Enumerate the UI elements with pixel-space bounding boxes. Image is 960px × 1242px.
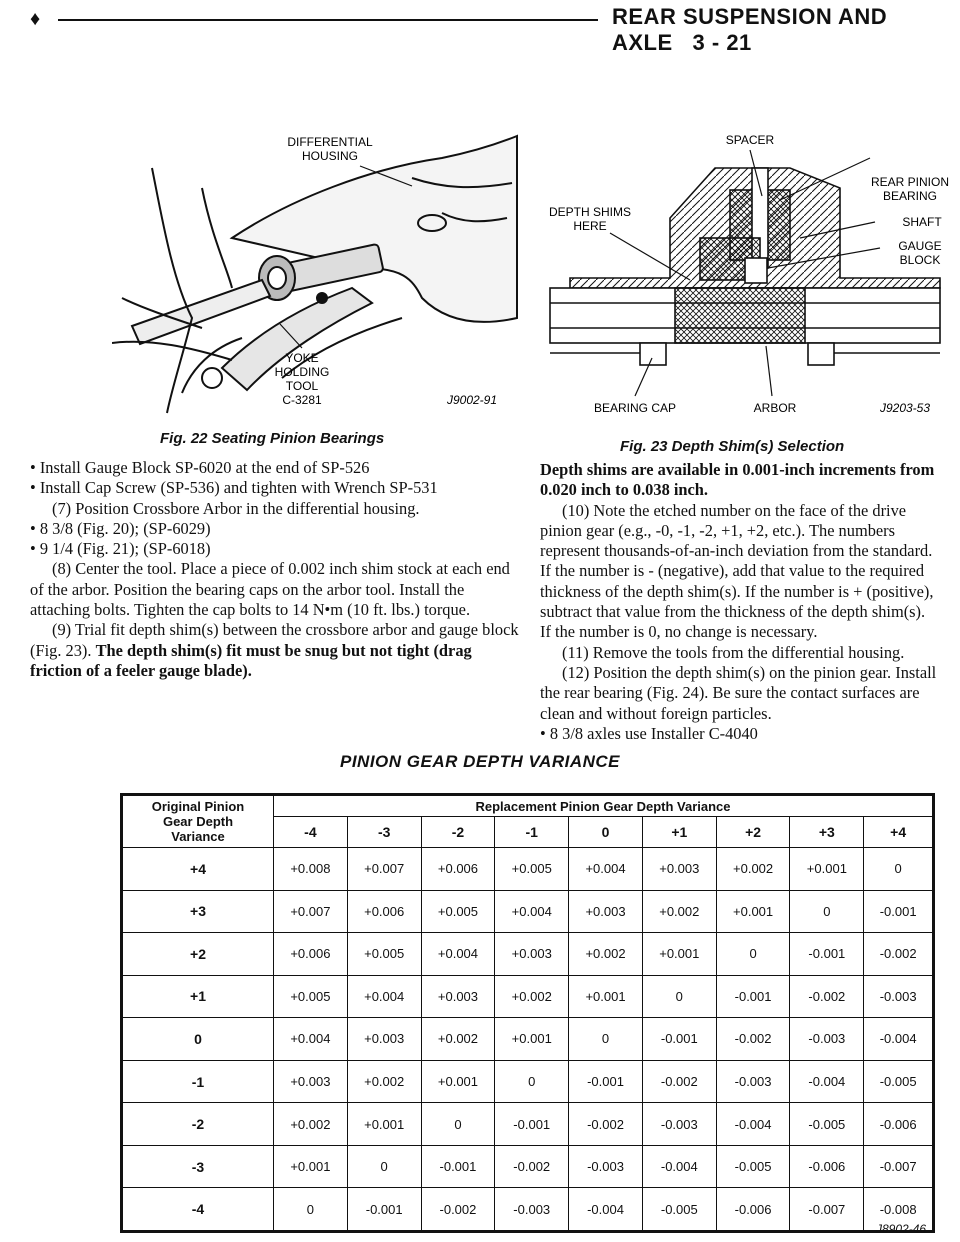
table-title: PINION GEAR DEPTH VARIANCE xyxy=(340,752,620,771)
figure-23-label-rear-bearing xyxy=(871,175,949,203)
pinion-depth-variance-table xyxy=(120,793,935,1233)
table-cell: +0.003 xyxy=(495,933,569,976)
label-bearing-cap: BEARING CAP xyxy=(593,401,677,415)
table-cell: +0.001 xyxy=(716,890,790,933)
table-cell: -0.006 xyxy=(716,1188,790,1232)
step-8: (8) Center the tool. Place a piece of 0.002 inch shim stock at each end of the arbor. Position the bearing caps on the arbor tool. Install the attaching bolts. Tighten the cap bolts to 14 N•m (10 ft. lbs.) torque. xyxy=(30,559,510,620)
label-shaft: SHAFT xyxy=(902,215,942,229)
column-header: -2 xyxy=(421,817,495,848)
label-housing: HOUSING xyxy=(301,149,359,163)
table-cell: +0.001 xyxy=(274,1145,348,1188)
column-header: +1 xyxy=(642,817,716,848)
table-row xyxy=(122,975,934,1018)
step-9 xyxy=(30,620,525,681)
label-differential: DIFFERENTIAL xyxy=(287,135,373,149)
header-rule xyxy=(58,19,598,21)
section-title: REAR SUSPENSION AND AXLE xyxy=(612,4,888,55)
table-cell: +0.002 xyxy=(642,890,716,933)
group-header: Replacement Pinion Gear Depth Variance xyxy=(274,795,934,817)
table-cell: +0.003 xyxy=(421,975,495,1018)
table-cell: +0.001 xyxy=(495,1018,569,1061)
table-cell: -0.002 xyxy=(716,1018,790,1061)
table-row xyxy=(122,1145,934,1188)
column-header: -1 xyxy=(495,817,569,848)
left-column-text xyxy=(30,458,525,681)
label-yoke: YOKE xyxy=(285,351,319,365)
table-cell: -0.003 xyxy=(495,1188,569,1232)
row-header: +1 xyxy=(122,975,274,1018)
figure-23-caption: Fig. 23 Depth Shim(s) Selection xyxy=(620,438,845,455)
table-cell: +0.008 xyxy=(274,848,348,891)
bullet-cap-screw: • Install Cap Screw (SP-536) and tighten with Wrench SP-531 xyxy=(30,478,525,498)
row-header: -2 xyxy=(122,1103,274,1146)
row-header: +3 xyxy=(122,890,274,933)
table-cell: -0.005 xyxy=(790,1103,864,1146)
table-cell: 0 xyxy=(716,933,790,976)
label-block: BLOCK xyxy=(899,253,941,267)
table-cell: +0.006 xyxy=(274,933,348,976)
table-cell: +0.002 xyxy=(569,933,643,976)
table-cell: +0.005 xyxy=(347,933,421,976)
table-cell: -0.005 xyxy=(716,1145,790,1188)
table-code: J8902-46 xyxy=(876,1222,927,1236)
table-cell: -0.007 xyxy=(864,1145,934,1188)
table-cell: -0.001 xyxy=(495,1103,569,1146)
table-cell: +0.005 xyxy=(274,975,348,1018)
table-cell: +0.003 xyxy=(347,1018,421,1061)
label-arbor: ARBOR xyxy=(753,401,797,415)
table-cell: -0.002 xyxy=(495,1145,569,1188)
figure-23-label-gauge-block xyxy=(898,239,941,267)
table-cell: -0.001 xyxy=(864,890,934,933)
corner-line-1: Original Pinion xyxy=(151,799,245,814)
label-spacer: SPACER xyxy=(725,133,775,147)
bullet-gauge-block: • Install Gauge Block SP-6020 at the end of SP-526 xyxy=(30,458,525,478)
table-cell: -0.002 xyxy=(642,1060,716,1103)
table-cell: +0.001 xyxy=(569,975,643,1018)
table-cell: +0.001 xyxy=(347,1103,421,1146)
table-cell: -0.001 xyxy=(421,1145,495,1188)
table-cell: +0.004 xyxy=(495,890,569,933)
row-header: 0 xyxy=(122,1018,274,1061)
label-holding: HOLDING xyxy=(274,365,330,379)
row-header: -3 xyxy=(122,1145,274,1188)
table-cell: +0.007 xyxy=(347,848,421,891)
label-here: HERE xyxy=(573,219,607,233)
table-cell: +0.001 xyxy=(421,1060,495,1103)
corner-line-2: Gear Depth xyxy=(162,814,234,829)
column-header: +4 xyxy=(864,817,934,848)
table-row xyxy=(122,890,934,933)
table-cell: +0.006 xyxy=(421,848,495,891)
table-cell: +0.002 xyxy=(495,975,569,1018)
table-row xyxy=(122,1188,934,1232)
step-9-text: (9) Trial fit depth shim(s) between the crossbore arbor and gauge block (Fig. 23). xyxy=(30,620,519,660)
table-cell: 0 xyxy=(569,1018,643,1061)
table-cell: -0.002 xyxy=(864,933,934,976)
table-cell: +0.003 xyxy=(274,1060,348,1103)
column-header: -4 xyxy=(274,817,348,848)
table-cell: +0.004 xyxy=(569,848,643,891)
row-header: +4 xyxy=(122,848,274,891)
table-cell: 0 xyxy=(421,1103,495,1146)
table-cell: +0.003 xyxy=(642,848,716,891)
table-cell: -0.002 xyxy=(790,975,864,1018)
figure-23-label-depth-shims xyxy=(549,205,631,233)
table-row xyxy=(122,848,934,891)
label-depth-shims: DEPTH SHIMS xyxy=(548,205,632,219)
column-header: -3 xyxy=(347,817,421,848)
table-cell: -0.005 xyxy=(642,1188,716,1232)
table-cell: +0.004 xyxy=(274,1018,348,1061)
label-tool-number: C-3281 xyxy=(282,393,322,407)
table-cell: -0.004 xyxy=(642,1145,716,1188)
table-cell: 0 xyxy=(864,848,934,891)
table-cell: +0.002 xyxy=(274,1103,348,1146)
table-cell: -0.004 xyxy=(864,1018,934,1061)
label-gauge: GAUGE xyxy=(898,239,942,253)
page-header xyxy=(612,4,960,56)
row-header: -4 xyxy=(122,1188,274,1232)
table-cell: +0.002 xyxy=(421,1018,495,1061)
table-cell: -0.003 xyxy=(569,1145,643,1188)
table-cell: -0.001 xyxy=(569,1060,643,1103)
label-tool: TOOL xyxy=(285,379,319,393)
table-cell: +0.003 xyxy=(569,890,643,933)
corner-line-3: Variance xyxy=(171,829,225,844)
figure-22-label-housing xyxy=(287,135,373,163)
bullet-installer: • 8 3/8 axles use Installer C-4040 xyxy=(540,724,940,744)
table-cell: +0.002 xyxy=(347,1060,421,1103)
table-cell: -0.002 xyxy=(421,1188,495,1232)
step-10: (10) Note the etched number on the face of the drive pinion gear (e.g., -0, -1, -2, +1, +2, etc.). The numbers represent thousands-of-an-inch deviation from the standard. If the number is - (negative), add that value to the required thickness of the depth shim(s). If the number is + (positive), subtract that value from the thickness of the depth shim(s). If the number is 0, no change is necessary. xyxy=(540,500,934,642)
table-cell: -0.003 xyxy=(864,975,934,1018)
table-cell: -0.001 xyxy=(716,975,790,1018)
table-cell: -0.008 xyxy=(864,1188,934,1232)
table-cell: +0.005 xyxy=(421,890,495,933)
table-cell: +0.002 xyxy=(716,848,790,891)
table-cell: +0.001 xyxy=(790,848,864,891)
figure-22-caption: Fig. 22 Seating Pinion Bearings xyxy=(160,430,385,447)
table-cell: -0.002 xyxy=(569,1103,643,1146)
table-cell: -0.004 xyxy=(569,1188,643,1232)
figure-22-label-tool xyxy=(275,351,330,407)
bullet-9-1-4: • 9 1/4 (Fig. 21); (SP-6018) xyxy=(30,539,525,559)
table-cell: +0.006 xyxy=(347,890,421,933)
row-header: +2 xyxy=(122,933,274,976)
figure-23-code: J9203-53 xyxy=(879,401,931,415)
table-cell: 0 xyxy=(274,1188,348,1232)
table-cell: 0 xyxy=(642,975,716,1018)
corner-header xyxy=(122,795,274,848)
table-cell: -0.001 xyxy=(347,1188,421,1232)
row-header: -1 xyxy=(122,1060,274,1103)
table-cell: 0 xyxy=(790,890,864,933)
page-number: 3 - 21 xyxy=(692,30,752,55)
table-cell: -0.001 xyxy=(790,933,864,976)
column-header: +2 xyxy=(716,817,790,848)
table-cell: 0 xyxy=(347,1145,421,1188)
table-cell: -0.003 xyxy=(790,1018,864,1061)
table-cell: 0 xyxy=(495,1060,569,1103)
table-cell: -0.007 xyxy=(790,1188,864,1232)
table-cell: -0.004 xyxy=(716,1103,790,1146)
table-cell: -0.003 xyxy=(642,1103,716,1146)
table-body xyxy=(122,848,934,1232)
depth-shim-availability: Depth shims are available in 0.001-inch increments from 0.020 inch to 0.038 inch. xyxy=(540,460,935,500)
header-diamond-icon: ♦ xyxy=(30,8,41,30)
table-cell: -0.006 xyxy=(790,1145,864,1188)
table-row xyxy=(122,1060,934,1103)
table-cell: -0.003 xyxy=(716,1060,790,1103)
table-cell: +0.004 xyxy=(347,975,421,1018)
figure-23-illustration xyxy=(540,128,950,423)
step-9-warning: The depth shim(s) fit must be snug but not tight (drag friction of a feeler gauge blade). xyxy=(30,640,472,680)
table-row xyxy=(122,933,934,976)
label-bearing: BEARING xyxy=(882,189,938,203)
label-rear-pinion: REAR PINION xyxy=(870,175,950,189)
figure-22-code: J9002-91 xyxy=(446,393,498,407)
table-cell: +0.007 xyxy=(274,890,348,933)
table-row xyxy=(122,1018,934,1061)
step-7: (7) Position Crossbore Arbor in the differential housing. xyxy=(52,498,420,518)
step-11: (11) Remove the tools from the differential housing. xyxy=(562,642,905,662)
table-cell: +0.004 xyxy=(421,933,495,976)
table-row xyxy=(122,1103,934,1146)
column-header: +3 xyxy=(790,817,864,848)
table-cell: -0.005 xyxy=(864,1060,934,1103)
step-12: (12) Position the depth shim(s) on the pinion gear. Install the rear bearing (Fig. 24). Be sure the contact surfaces are clean and without foreign particles. xyxy=(540,662,937,723)
table-cell: -0.001 xyxy=(642,1018,716,1061)
table-cell: +0.005 xyxy=(495,848,569,891)
bullet-8-3-8: • 8 3/8 (Fig. 20); (SP-6029) xyxy=(30,519,525,539)
table-cell: +0.001 xyxy=(642,933,716,976)
table-cell: -0.004 xyxy=(790,1060,864,1103)
table-cell: -0.006 xyxy=(864,1103,934,1146)
column-header: 0 xyxy=(569,817,643,848)
figure-22-illustration xyxy=(112,128,522,418)
right-column-text xyxy=(540,460,940,744)
